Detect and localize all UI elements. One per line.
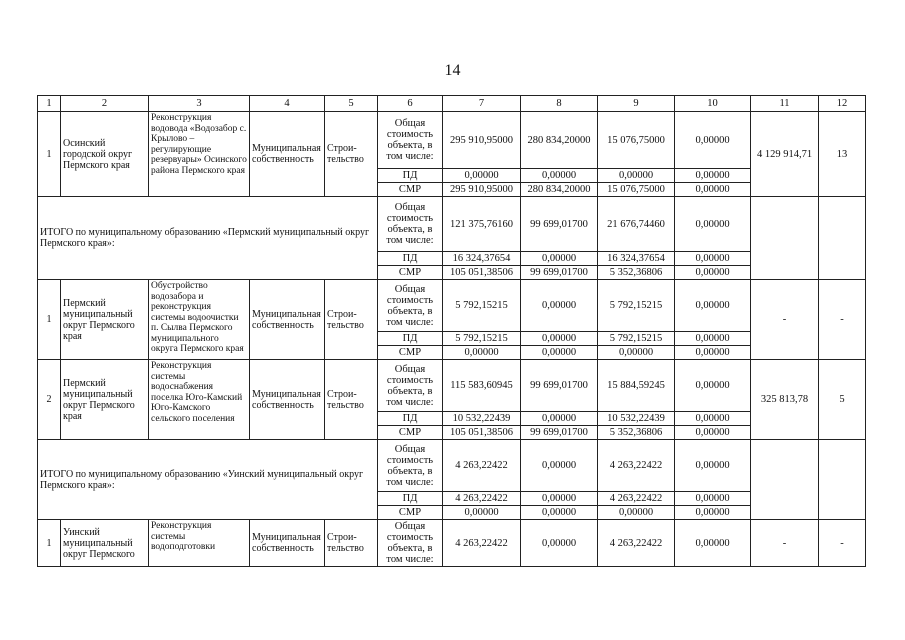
value-cell: 0,00000 — [521, 252, 598, 266]
col-header: 6 — [378, 96, 443, 112]
col-header: 11 — [751, 96, 819, 112]
table-row — [38, 280, 866, 332]
pd-label: ПД — [378, 412, 443, 426]
col12-value — [819, 440, 866, 520]
value-cell: 0,00000 — [598, 506, 675, 520]
value-cell: 0,00000 — [675, 252, 751, 266]
col12-value — [819, 197, 866, 280]
total-cost-label: Общая стоимость объекта, в том числе: — [378, 280, 443, 332]
pd-label: ПД — [378, 492, 443, 506]
col-header: 9 — [598, 96, 675, 112]
col-header: 3 — [149, 96, 250, 112]
row-number: 2 — [38, 360, 61, 440]
pd-label: ПД — [378, 332, 443, 346]
col-header: 2 — [61, 96, 149, 112]
value-cell: 99 699,01700 — [521, 426, 598, 440]
value-cell: 121 375,76160 — [443, 197, 521, 252]
col-header: 12 — [819, 96, 866, 112]
work-type: Строи-тельство — [325, 360, 378, 440]
value-cell: 4 263,22422 — [443, 492, 521, 506]
col-header: 5 — [325, 96, 378, 112]
value-cell: 0,00000 — [443, 506, 521, 520]
pd-label: ПД — [378, 252, 443, 266]
value-cell: 5 352,36806 — [598, 426, 675, 440]
value-cell: 16 324,37654 — [443, 252, 521, 266]
table-row — [38, 112, 866, 169]
value-cell: 0,00000 — [675, 183, 751, 197]
value-cell: 295 910,95000 — [443, 183, 521, 197]
total-title: ИТОГО по муниципальному образованию «Пермский муниципальный округ Пермского края»: — [38, 197, 378, 280]
municipality-name: Осинский городской округ Пермского края — [61, 112, 149, 197]
value-cell: 0,00000 — [598, 169, 675, 183]
smr-label: СМР — [378, 506, 443, 520]
total-cost-label: Общая стоимость объекта, в том числе: — [378, 360, 443, 412]
value-cell: 0,00000 — [675, 112, 751, 169]
table-row — [38, 440, 866, 492]
value-cell: 0,00000 — [675, 520, 751, 567]
table-row — [38, 520, 866, 567]
value-cell: 5 792,15215 — [443, 280, 521, 332]
value-cell: 0,00000 — [675, 346, 751, 360]
value-cell: 0,00000 — [675, 492, 751, 506]
col11-value: 325 813,78 — [751, 360, 819, 440]
program-table — [37, 95, 866, 567]
work-type: Строи-тельство — [325, 520, 378, 567]
row-number: 1 — [38, 520, 61, 567]
value-cell: 0,00000 — [521, 506, 598, 520]
col-header: 1 — [38, 96, 61, 112]
page-number: 14 — [444, 62, 461, 79]
value-cell: 99 699,01700 — [521, 197, 598, 252]
object-name: Реконструкция системы водоснабжения поселка Юго-Камский Юго-Камского сельского поселения — [149, 360, 250, 440]
col11-value — [751, 440, 819, 520]
value-cell: 105 051,38506 — [443, 426, 521, 440]
work-type: Строи-тельство — [325, 112, 378, 197]
value-cell: 5 792,15215 — [443, 332, 521, 346]
value-cell: 4 263,22422 — [598, 440, 675, 492]
ownership: Муниципальная собственность — [250, 112, 325, 197]
total-cost-label: Общая стоимость объекта, в том числе: — [378, 112, 443, 169]
value-cell: 4 263,22422 — [443, 440, 521, 492]
value-cell: 16 324,37654 — [598, 252, 675, 266]
value-cell: 0,00000 — [521, 280, 598, 332]
value-cell: 15 076,75000 — [598, 183, 675, 197]
value-cell: 0,00000 — [521, 492, 598, 506]
value-cell: 0,00000 — [675, 426, 751, 440]
value-cell: 280 834,20000 — [521, 112, 598, 169]
object-name: Реконструкция водовода «Водозабор с. Крылово – регулирующие резервуары» Осинского района Пермского края — [149, 112, 250, 197]
value-cell: 15 076,75000 — [598, 112, 675, 169]
value-cell: 0,00000 — [675, 266, 751, 280]
object-name: Обустройство водозабора и реконструкция системы водоочистки п. Сылва Пермского муниципального округа Пермского края — [149, 280, 250, 360]
value-cell: 10 532,22439 — [598, 412, 675, 426]
col-header: 4 — [250, 96, 325, 112]
ownership: Муниципальная собственность — [250, 280, 325, 360]
municipality-name: Уинский муниципальный округ Пермского — [61, 520, 149, 567]
ownership: Муниципальная собственность — [250, 520, 325, 567]
value-cell: 0,00000 — [675, 169, 751, 183]
value-cell: 0,00000 — [675, 412, 751, 426]
value-cell: 5 792,15215 — [598, 280, 675, 332]
row-number: 1 — [38, 112, 61, 197]
total-cost-label: Общая стоимость объекта, в том числе: — [378, 197, 443, 252]
value-cell: 4 263,22422 — [443, 520, 521, 567]
value-cell: 280 834,20000 — [521, 183, 598, 197]
value-cell: 4 263,22422 — [598, 492, 675, 506]
value-cell: 15 884,59245 — [598, 360, 675, 412]
work-type: Строи-тельство — [325, 280, 378, 360]
municipality-name: Пермский муниципальный округ Пермского края — [61, 360, 149, 440]
col12-value: - — [819, 280, 866, 360]
value-cell: 115 583,60945 — [443, 360, 521, 412]
ownership: Муниципальная собственность — [250, 360, 325, 440]
value-cell: 0,00000 — [443, 169, 521, 183]
pd-label: ПД — [378, 169, 443, 183]
value-cell: 0,00000 — [675, 506, 751, 520]
value-cell: 21 676,74460 — [598, 197, 675, 252]
table-row — [38, 197, 866, 252]
column-number-row — [38, 96, 866, 112]
col11-value: - — [751, 520, 819, 567]
smr-label: СМР — [378, 426, 443, 440]
value-cell: 4 263,22422 — [598, 520, 675, 567]
value-cell: 5 352,36806 — [598, 266, 675, 280]
value-cell: 5 792,15215 — [598, 332, 675, 346]
col12-value: 5 — [819, 360, 866, 440]
value-cell: 99 699,01700 — [521, 266, 598, 280]
col11-value: 4 129 914,71 — [751, 112, 819, 197]
value-cell: 0,00000 — [443, 346, 521, 360]
value-cell: 0,00000 — [675, 440, 751, 492]
value-cell: 0,00000 — [521, 332, 598, 346]
value-cell: 0,00000 — [675, 332, 751, 346]
value-cell: 0,00000 — [675, 360, 751, 412]
col12-value: 13 — [819, 112, 866, 197]
col-header: 7 — [443, 96, 521, 112]
value-cell: 0,00000 — [521, 346, 598, 360]
smr-label: СМР — [378, 266, 443, 280]
col-header: 10 — [675, 96, 751, 112]
col12-value: - — [819, 520, 866, 567]
value-cell: 105 051,38506 — [443, 266, 521, 280]
value-cell: 99 699,01700 — [521, 360, 598, 412]
value-cell: 0,00000 — [521, 412, 598, 426]
total-title: ИТОГО по муниципальному образованию «Уинский муниципальный округ Пермского края»: — [38, 440, 378, 520]
row-number: 1 — [38, 280, 61, 360]
col11-value: - — [751, 280, 819, 360]
value-cell: 0,00000 — [521, 520, 598, 567]
table-row — [38, 360, 866, 412]
value-cell: 0,00000 — [521, 440, 598, 492]
object-name: Реконструкция системы водоподготовки — [149, 520, 250, 567]
smr-label: СМР — [378, 183, 443, 197]
value-cell: 0,00000 — [521, 169, 598, 183]
value-cell: 295 910,95000 — [443, 112, 521, 169]
total-cost-label: Общая стоимость объекта, в том числе: — [378, 520, 443, 567]
value-cell: 0,00000 — [675, 280, 751, 332]
col-header: 8 — [521, 96, 598, 112]
municipality-name: Пермский муниципальный округ Пермского края — [61, 280, 149, 360]
value-cell: 0,00000 — [675, 197, 751, 252]
smr-label: СМР — [378, 346, 443, 360]
value-cell: 0,00000 — [598, 346, 675, 360]
col11-value — [751, 197, 819, 280]
value-cell: 10 532,22439 — [443, 412, 521, 426]
total-cost-label: Общая стоимость объекта, в том числе: — [378, 440, 443, 492]
